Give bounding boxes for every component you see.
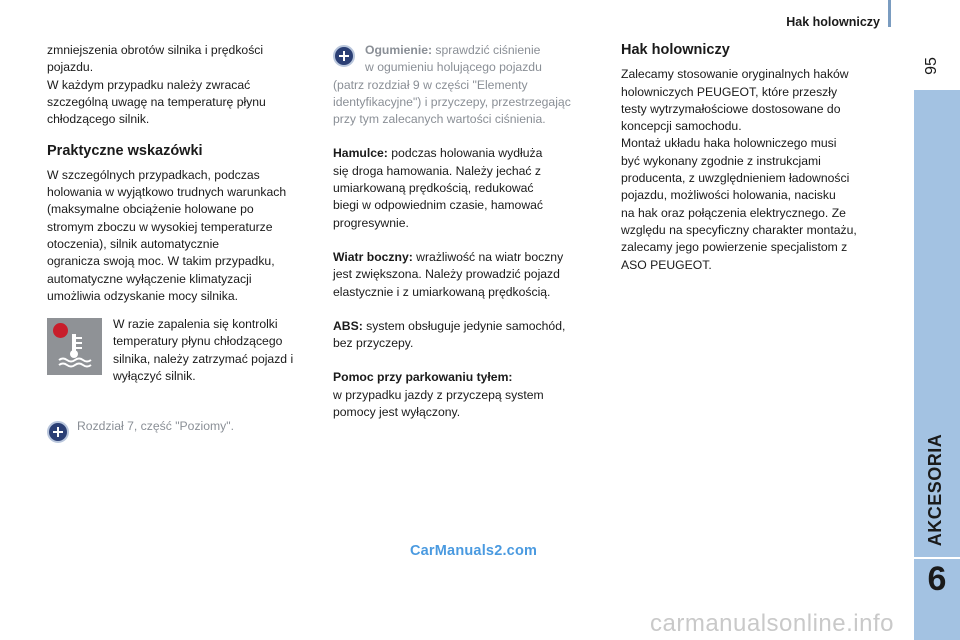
- chapter-number: 6: [927, 560, 947, 598]
- practical-tips-heading: Praktyczne wskazówki: [47, 143, 203, 160]
- tyres-paragraph: Ogumienie: sprawdzić ciśnienie w ogumieniu holującego pojazdu (patrz rozdział 9 w części "Elementy identyfikacyjne") i przyczepy, przestrzegając przy tym zalecanych wartości ciśnienia.: [333, 43, 571, 127]
- header-divider: [888, 0, 891, 27]
- abs-paragraph: ABS: system obsługuje jedynie samochód, bez przyczepy.: [333, 318, 566, 351]
- parking-assist-paragraph: Pomoc przy parkowaniu tyłem: w przypadku jazdy z przyczepą system pomocy jest wyłączony.: [333, 370, 544, 420]
- thermometer-icon: [47, 318, 102, 375]
- chapter-tab-label: AKCESORIA: [925, 433, 945, 547]
- tab-divider: [914, 557, 960, 559]
- towbar-paragraph: Zalecamy stosowanie oryginalnych haków holowniczych PEUGEOT, które przeszły testy wytrzymałościowe dostosowane do koncepcji samochodu. Montaż układu haka holowniczego musi być wykonany zgodnie z instrukcjami producenta, z uwzględnieniem ładowności pojazdu, możliwości holowania, nacisku na hak oraz połączenia elektrycznego. Ze względu na specyficzny charakter montażu, zalecamy jego powierzenie specjalistom z ASO PEUGEOT.: [621, 67, 857, 272]
- watermark-carmanualsonline: carmanualsonline.info: [650, 610, 894, 637]
- levels-reference: Rozdział 7, część "Poziomy".: [77, 419, 234, 433]
- column-middle: [333, 42, 608, 421]
- coolant-temperature-warning-icon: [47, 318, 102, 375]
- intro-paragraph: zmniejszenia obrotów silnika i prędkości pojazdu. W każdym przypadku należy zwracać szczególną uwagę na temperaturę płynu chłodzącego silnik.: [47, 43, 266, 127]
- page-number: 95: [923, 57, 940, 75]
- plus-info-icon: [47, 421, 69, 443]
- running-header-title: Hak holowniczy: [786, 15, 880, 29]
- towbar-heading: Hak holowniczy: [621, 42, 730, 58]
- practical-tips-paragraph: W szczególnych przypadkach, podczas holowania w wyjątkowo trudnych warunkach (maksymalne obciążenie holowane po stromym zboczu w wysokiej temperaturze otoczenia), silnik automatycznie ogranicza swoją moc. W takim przypadku, automatyczne wyłączenie klimatyzacji umożliwia odzyskanie mocy silnika.: [47, 167, 287, 303]
- warning-text: W razie zapalenia się kontrolki temperatury płynu chłodzącego silnika, należy zatrzymać pojazd i wyłączyć silnik.: [113, 317, 294, 383]
- column-left: [47, 42, 317, 305]
- brakes-paragraph: Hamulce: podczas holowania wydłuża się droga hamowania. Należy jechać z umiarkowaną prędkością, redukować biegi w odpowiednim czasie, hamować progresywnie.: [333, 146, 544, 230]
- watermark-carmanuals2[interactable]: CarManuals2.com: [410, 543, 538, 559]
- column-right: [621, 42, 891, 274]
- crosswind-paragraph: Wiatr boczny: wrażliwość na wiatr boczny jest zwiększona. Należy prowadzić pojazd elastycznie i z umiarkowaną prędkością.: [333, 249, 564, 299]
